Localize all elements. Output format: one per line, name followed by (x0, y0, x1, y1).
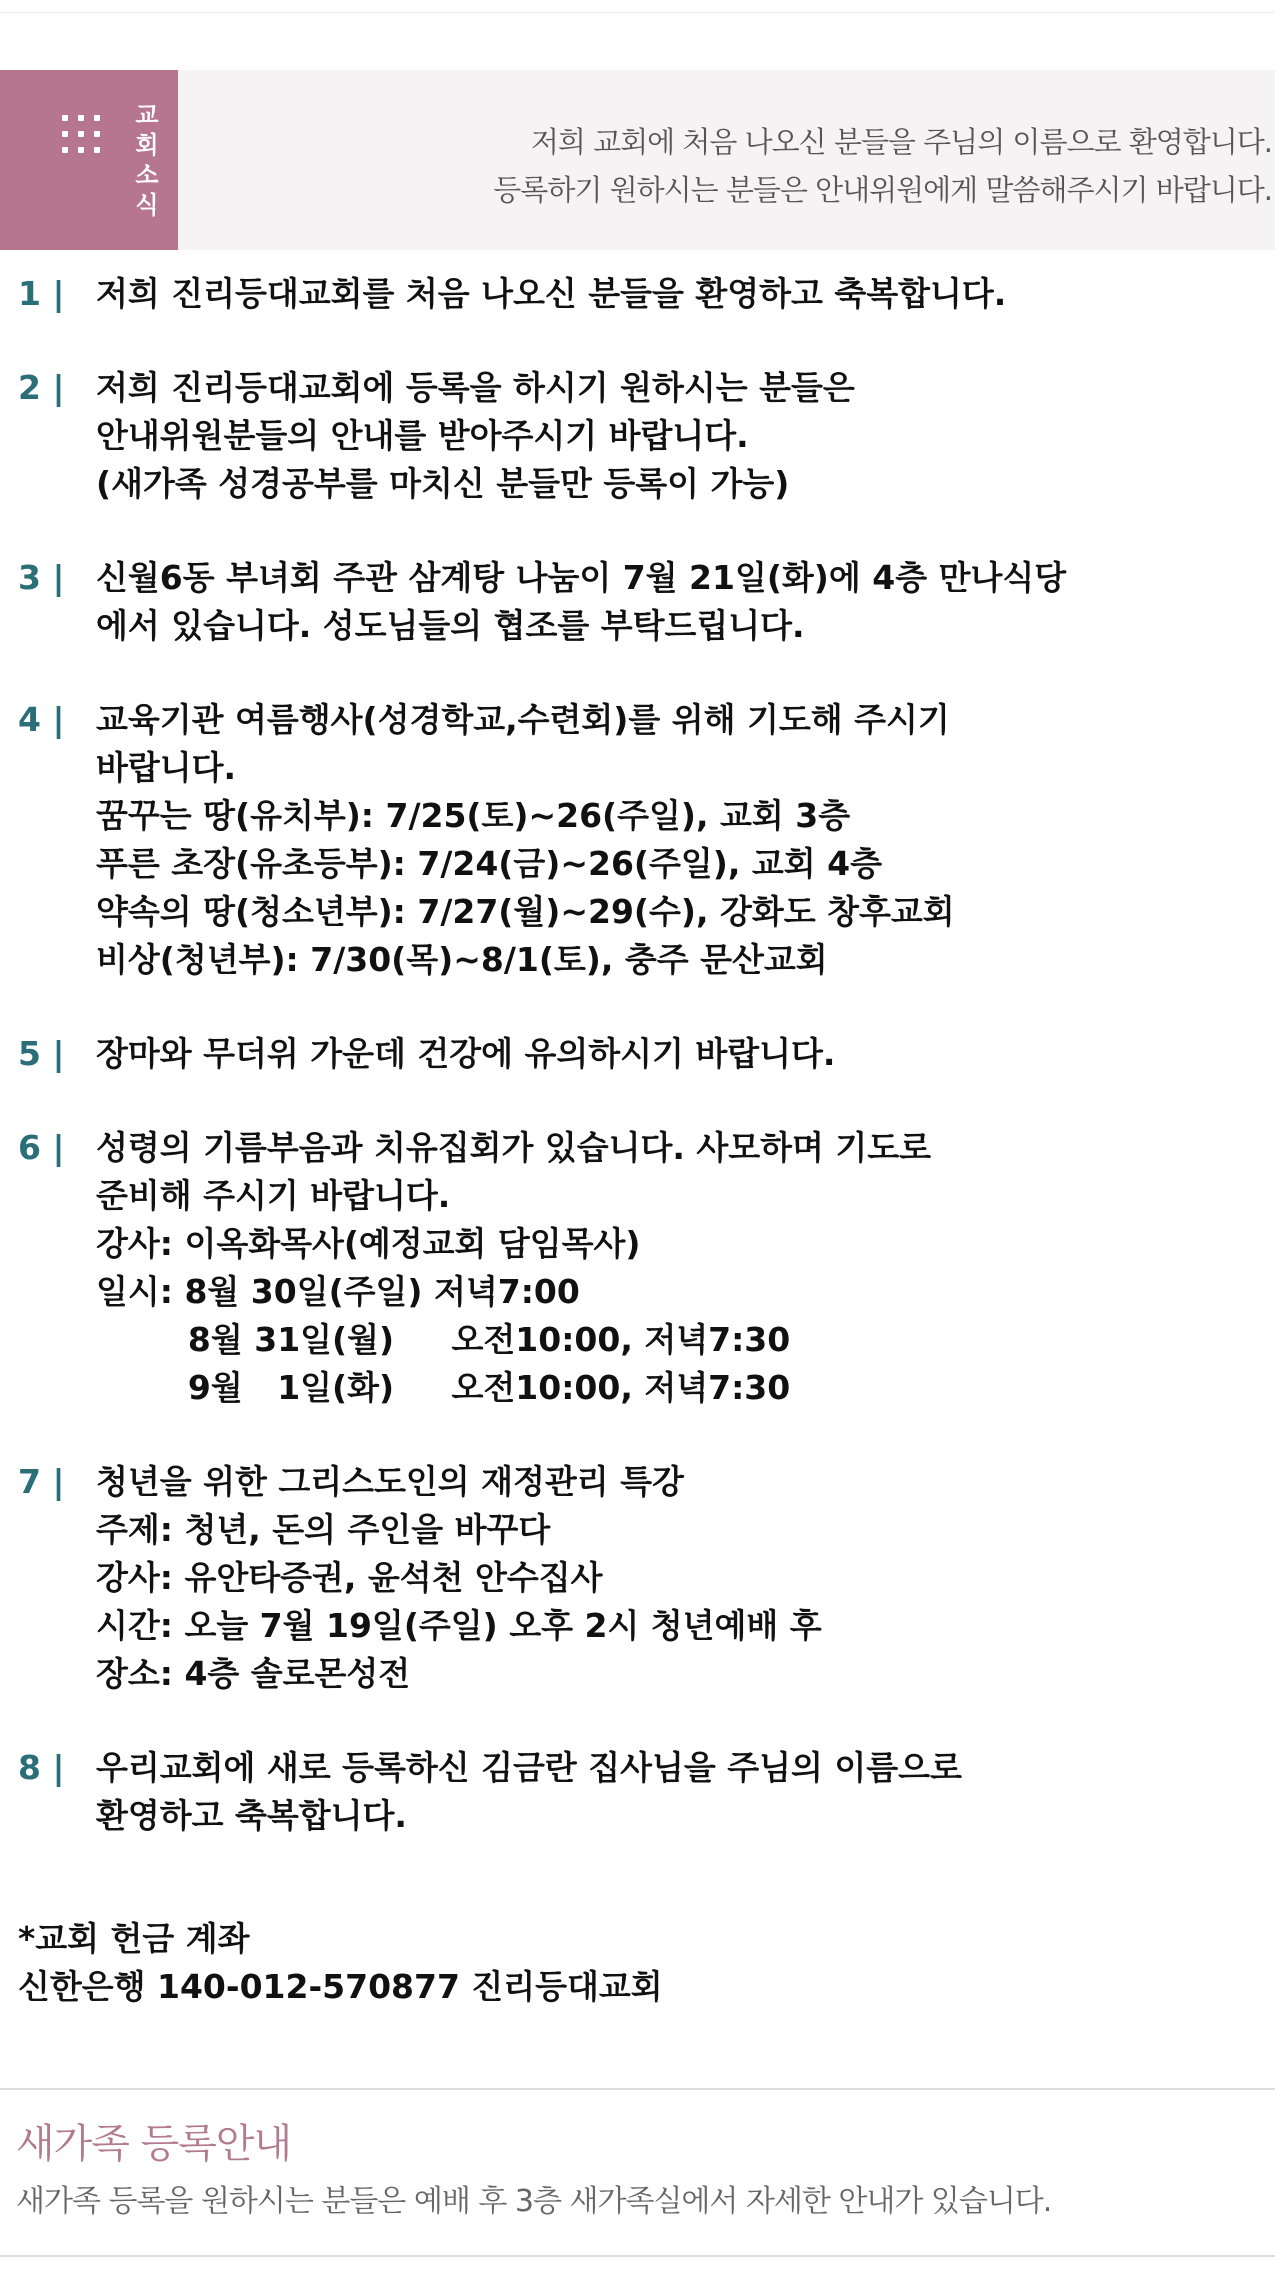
notice-item (18, 1458, 1268, 1698)
notice-line: 성령의 기름부음과 치유집회가 있습니다. 사모하며 기도로 (96, 1128, 932, 1167)
notice-line: 교육기관 여름행사(성경학교,수련회)를 위해 기도해 주시기 (96, 700, 950, 739)
offering-account (18, 1915, 663, 2011)
notice-number: 6 | (18, 1128, 65, 1167)
notice-line: 바랍니다. (96, 748, 237, 787)
notice-item (18, 1124, 1268, 1412)
welcome-message (493, 118, 1272, 214)
notice-item (18, 554, 1268, 650)
notice-line: 저희 진리등대교회에 등록을 하시기 원하시는 분들은 (96, 368, 855, 407)
notice-line: 꿈꾸는 땅(유치부): 7/25(토)~26(주일), 교회 3층 (96, 796, 851, 835)
welcome-line: 저희 교회에 처음 나오신 분들을 주님의 이름으로 환영합니다. (530, 125, 1272, 159)
dot-grid-icon (62, 115, 108, 161)
notice-number: 8 | (18, 1748, 65, 1787)
notice-line: 준비해 주시기 바랍니다. (96, 1176, 451, 1215)
notice-number: 3 | (18, 558, 65, 597)
notice-item (18, 1744, 1268, 1840)
bottom-divider (0, 2255, 1275, 2257)
notice-line: 우리교회에 새로 등록하신 김금란 집사님을 주님의 이름으로 (96, 1748, 962, 1787)
new-family-title: 새가족 등록안내 (16, 2121, 292, 2167)
notice-item (18, 364, 1268, 508)
top-divider (0, 12, 1275, 13)
notice-line: 에서 있습니다. 성도님들의 협조를 부탁드립니다. (96, 606, 805, 645)
church-news-tag (0, 70, 178, 250)
notice-item (18, 1030, 1268, 1078)
notice-line: 환영하고 축복합니다. (96, 1796, 407, 1835)
notice-line: 9월 1일(화) 오전10:00, 저녁7:30 (96, 1368, 791, 1407)
notice-line: 저희 진리등대교회를 처음 나오신 분들을 환영하고 축복합니다. (96, 274, 1007, 313)
notice-line: 장마와 무더위 가운데 건강에 유의하시기 바랍니다. (96, 1034, 836, 1073)
welcome-line: 등록하기 원하시는 분들은 안내위원에게 말씀해주시기 바랍니다. (493, 173, 1272, 207)
offering-account-title: *교회 헌금 계좌 (18, 1919, 250, 1958)
notice-line: 약속의 땅(청소년부): 7/27(월)~29(수), 강화도 창후교회 (96, 892, 955, 931)
notice-line: 주제: 청년, 돈의 주인을 바꾸다 (96, 1510, 551, 1549)
notice-line: 푸른 초장(유초등부): 7/24(금)~26(주일), 교회 4층 (96, 844, 882, 883)
offering-account-detail: 신한은행 140-012-570877 진리등대교회 (18, 1967, 663, 2006)
notice-list (18, 270, 1268, 1886)
new-family-description: 새가족 등록을 원하시는 분들은 예배 후 3층 새가족실에서 자세한 안내가 있습니다. (16, 2184, 1052, 2219)
notice-line: 강사: 이옥화목사(예정교회 담임목사) (96, 1224, 641, 1263)
notice-number: 7 | (18, 1462, 65, 1501)
notice-number: 4 | (18, 700, 65, 739)
notice-item (18, 270, 1268, 318)
church-news-label: 교회소식 (135, 101, 159, 219)
church-news-header (0, 70, 1275, 250)
notice-line: 비상(청년부): 7/30(목)~8/1(토), 충주 문산교회 (96, 940, 828, 979)
notice-line: 신월6동 부녀회 주관 삼계탕 나눔이 7월 21일(화)에 4층 만나식당 (96, 558, 1067, 597)
notice-line: 시간: 오늘 7월 19일(주일) 오후 2시 청년예배 후 (96, 1606, 822, 1645)
notice-number: 5 | (18, 1034, 65, 1073)
notice-line: 청년을 위한 그리스도인의 재정관리 특강 (96, 1462, 684, 1501)
notice-line: 장소: 4층 솔로몬성전 (96, 1654, 411, 1693)
notice-line: 일시: 8월 30일(주일) 저녁7:00 (96, 1272, 580, 1311)
notice-line: (새가족 성경공부를 마치신 분들만 등록이 가능) (96, 464, 790, 503)
section-divider (0, 2088, 1275, 2090)
notice-line: 안내위원분들의 안내를 받아주시기 바랍니다. (96, 416, 749, 455)
notice-line: 강사: 유안타증권, 윤석천 안수집사 (96, 1558, 603, 1597)
notice-number: 2 | (18, 368, 65, 407)
notice-line: 8월 31일(월) 오전10:00, 저녁7:30 (96, 1320, 791, 1359)
notice-item (18, 696, 1268, 984)
notice-number: 1 | (18, 274, 65, 313)
